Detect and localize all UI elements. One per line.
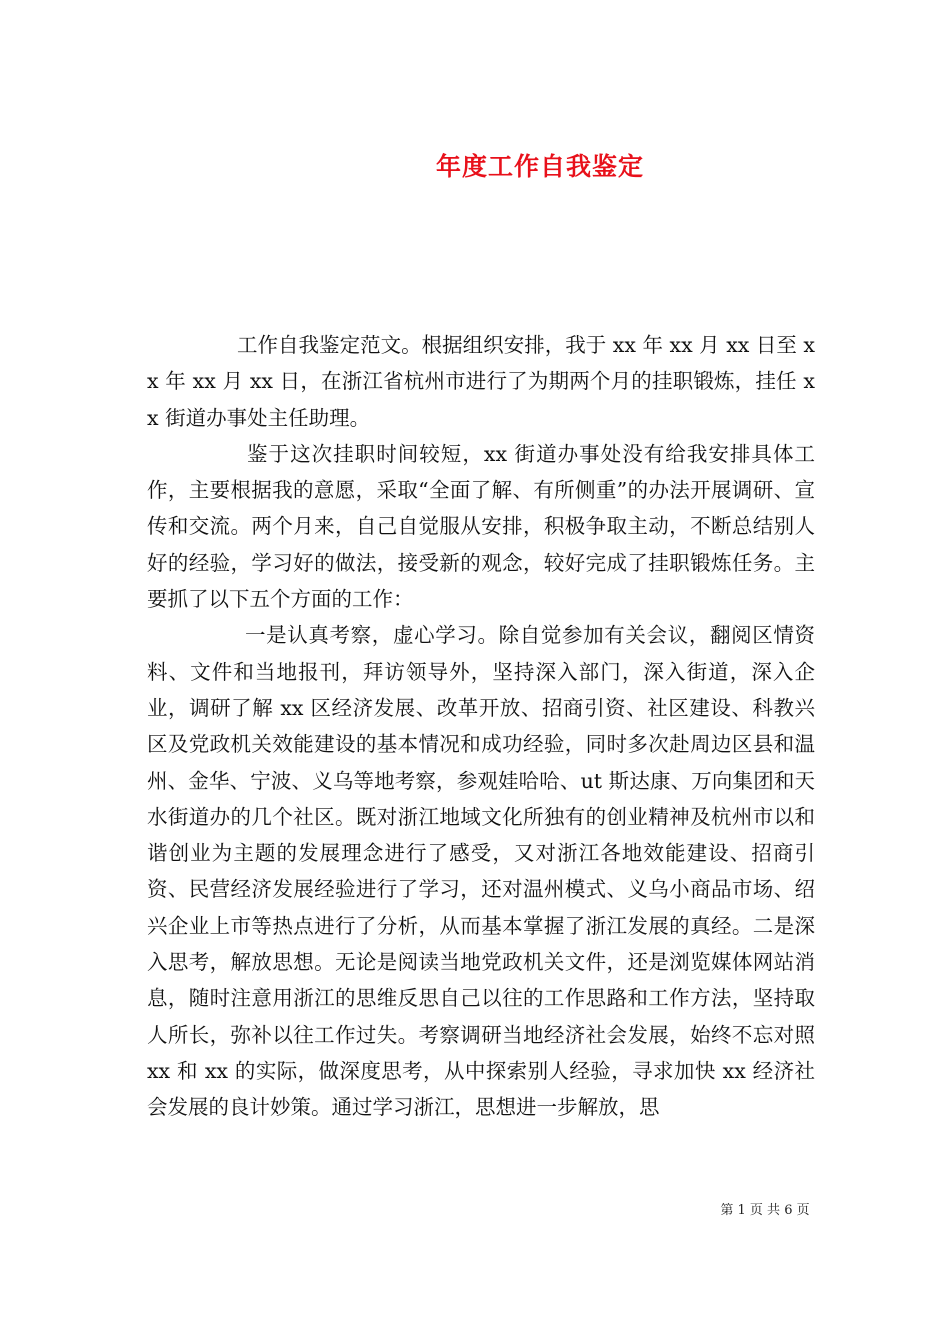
footer-current-page: 1 xyxy=(737,1203,746,1218)
footer-suffix: 页 xyxy=(796,1203,810,1218)
page-number-footer xyxy=(0,1202,950,1220)
footer-prefix: 第 xyxy=(720,1203,734,1218)
footer-middle: 页 共 xyxy=(749,1203,781,1218)
paragraph-work-items: 一是认真考察，虚心学习。除自觉参加有关会议，翻阅区情资料、文件和当地报刊，拜访领导外，坚持深入部门，深入街道，深入企业，调研了解 xx 区经济发展、改革开放、招商引资、社区建设、科教兴区及党政机关效能建设的基本情况和成功经验，同时多次赴周边区县和温州、金华、宁波、义乌等地考察，参观娃哈哈、ut 斯达康、万向集团和天水街道办的几个社区。既对浙江地域文化所独有的创业精神及杭州市以和谐创业为主题的发展理念进行了感受，又对浙江各地效能建设、招商引资、民营经济发展经验进行了学习，还对温州模式、义乌小商品市场、绍兴企业上市等热点进行了分析，从而基本掌握了浙江发展的真经。二是深入思考，解放思想。无论是阅读当地党政机关文件，还是浏览媒体网站消息，随时注意用浙江的思维反思自己以往的工作思路和工作方法，坚持取人所长，弥补以往工作过失。考察调研当地经济社会发展，始终不忘对照 xx 和 xx 的实际，做深度思考，从中探索别人经验，寻求加快 xx 经济社会发展的良计妙策。通过学习浙江，思想进一步解放，思 xyxy=(147,623,815,1120)
paragraph-intro: 工作自我鉴定范文。根据组织安排，我于 xx 年 xx 月 xx 日至 xx 年 xx 月 xx 日，在浙江省杭州市进行了为期两个月的挂职锻炼，挂任 xx 街道办事处主任助理。 xyxy=(147,333,815,430)
paragraph-overview: 鉴于这次挂职时间较短，xx 街道办事处没有给我安排具体工作，主要根据我的意愿，采取“全面了解、有所侧重”的办法开展调研、宣传和交流。两个月来，自己自觉服从安排，积极争取主动，不断总结别人好的经验，学习好的做法，接受新的观念，较好完成了挂职锻炼任务。主要抓了以下五个方面的工作： xyxy=(147,441,815,612)
footer-total-pages: 6 xyxy=(784,1203,793,1218)
document-body xyxy=(147,327,815,1126)
page-title: 年度工作自我鉴定 xyxy=(435,151,644,181)
